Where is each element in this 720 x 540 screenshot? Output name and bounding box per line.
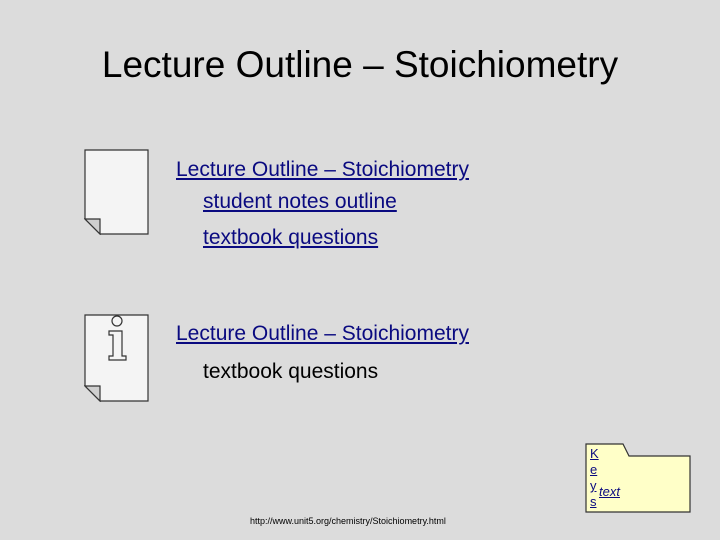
keys-vertical-link[interactable] (590, 446, 604, 510)
folder-letter[interactable]: e (590, 462, 598, 477)
folder-letter[interactable]: K (590, 446, 599, 461)
footer-url: http://www.unit5.org/chemistry/Stoichiometry.html (250, 516, 446, 526)
textbook-questions-label: textbook questions (203, 360, 379, 383)
folder-letter[interactable]: y (590, 478, 597, 493)
slide-title: Lecture Outline – Stoichiometry (101, 44, 619, 85)
student-notes-outline-link[interactable]: student notes outline (203, 190, 397, 213)
lecture-outline-link[interactable]: Lecture Outline – Stoichiometry (176, 158, 469, 181)
textbook-questions-link[interactable]: textbook questions (203, 226, 379, 249)
info-document-icon[interactable] (84, 314, 150, 400)
document-icon[interactable] (84, 149, 150, 235)
lecture-outline-link-2[interactable]: Lecture Outline – Stoichiometry (176, 322, 469, 345)
folder-letter[interactable]: s (590, 494, 597, 509)
folder-text-link[interactable]: text (599, 484, 620, 499)
